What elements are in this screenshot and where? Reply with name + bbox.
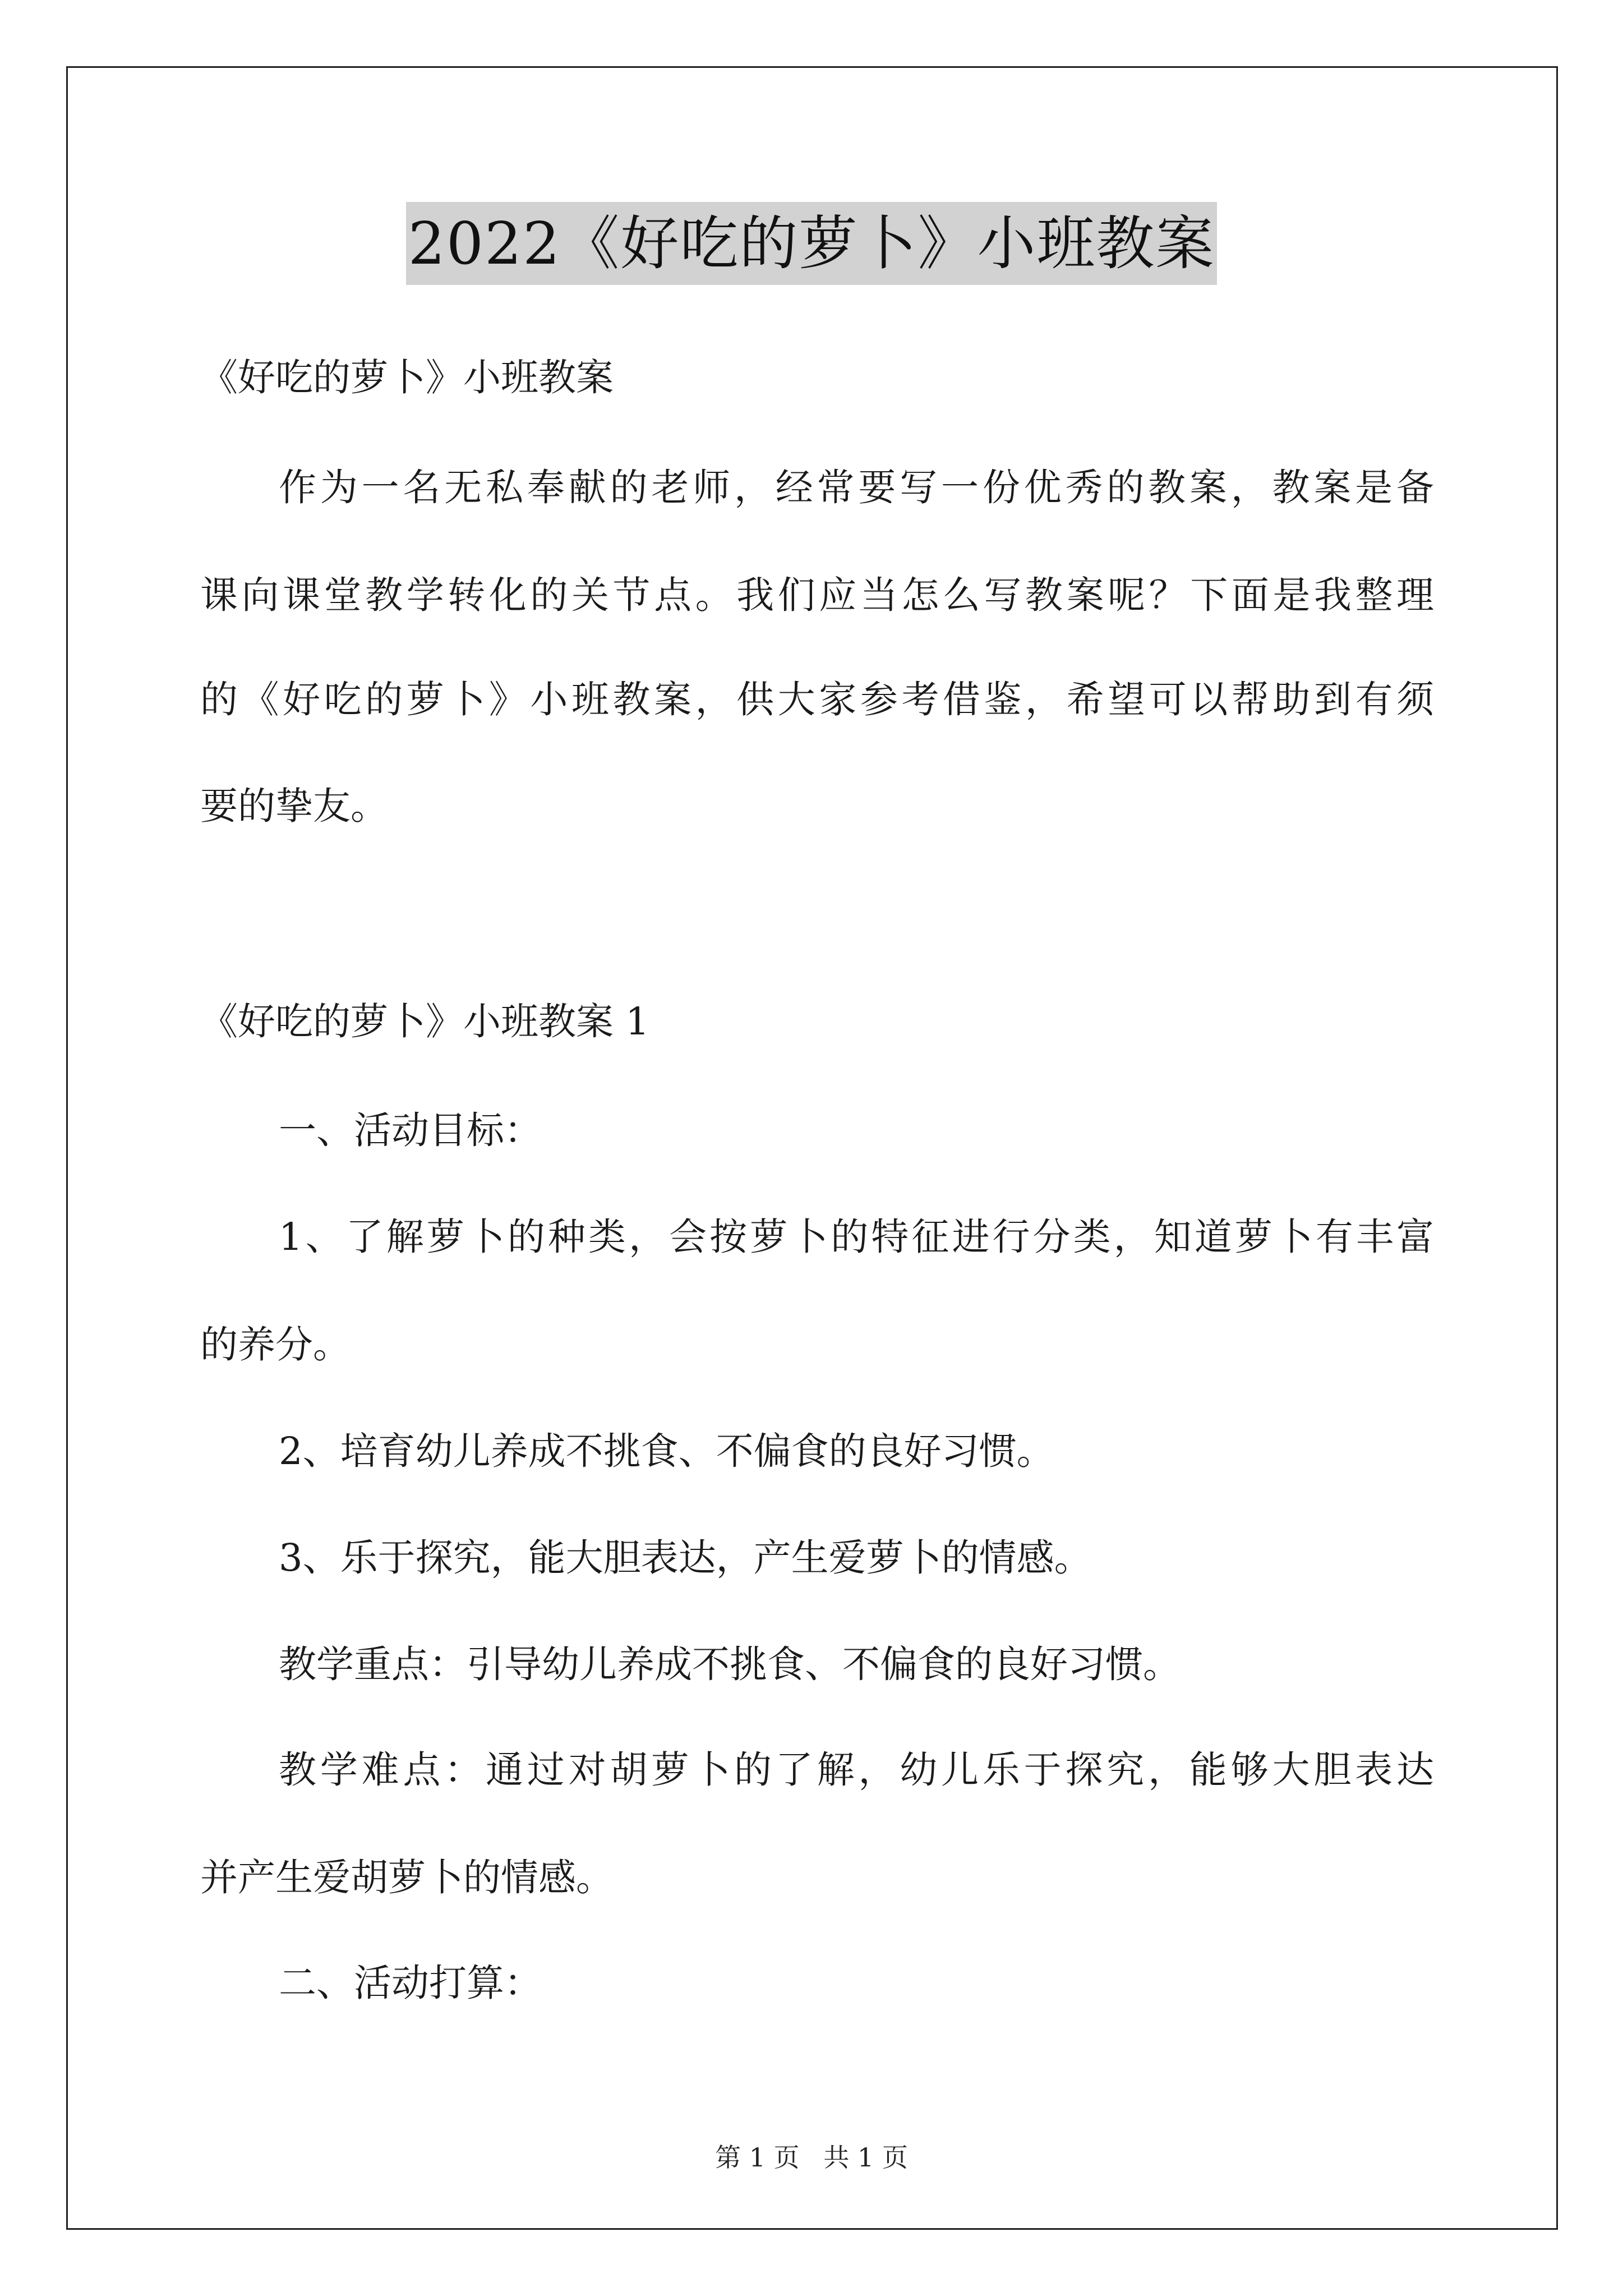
title-container <box>0 202 1623 285</box>
preparation-heading: 二、活动打算： <box>279 1961 542 2005</box>
intro-line-2: 课向课堂教学转化的关节点。我们应当怎么写教案呢？下面是我整理 <box>200 573 1434 617</box>
section-heading: 《好吃的萝卜》小班教案 1 <box>200 1000 649 1043</box>
intro-line-3: 的《好吃的萝卜》小班教案，供大家参考借鉴，希望可以帮助到有须 <box>200 678 1434 721</box>
page-footer <box>0 2137 1623 2174</box>
teaching-difficulty-line-1: 教学难点：通过对胡萝卜的了解，幼儿乐于探究，能够大胆表达 <box>279 1748 1434 1792</box>
goal-3: 3、乐于探究，能大胆表达，产生爱萝卜的情感。 <box>279 1536 1092 1580</box>
page-total: 共 1 页 <box>823 2142 908 2173</box>
goal-1-line-2: 的养分。 <box>200 1323 351 1366</box>
page-number: 第 1 页 <box>715 2142 800 2173</box>
document-title: 2022《好吃的萝卜》小班教案 <box>406 202 1218 285</box>
goal-2: 2、培育幼儿养成不挑食、不偏食的良好习惯。 <box>279 1429 1054 1473</box>
teaching-difficulty-line-2: 并产生爱胡萝卜的情感。 <box>200 1856 614 1899</box>
goals-heading: 一、活动目标： <box>279 1108 542 1152</box>
intro-line-4: 要的挚友。 <box>200 784 388 828</box>
intro-line-1: 作为一名无私奉献的老师，经常要写一份优秀的教案，教案是备 <box>279 466 1434 509</box>
teaching-key-point: 教学重点：引导幼儿养成不挑食、不偏食的良好习惯。 <box>279 1642 1181 1686</box>
goal-1-line-1: 1、了解萝卜的种类，会按萝卜的特征进行分类，知道萝卜有丰富 <box>279 1215 1434 1259</box>
subtitle-line: 《好吃的萝卜》小班教案 <box>200 356 614 399</box>
